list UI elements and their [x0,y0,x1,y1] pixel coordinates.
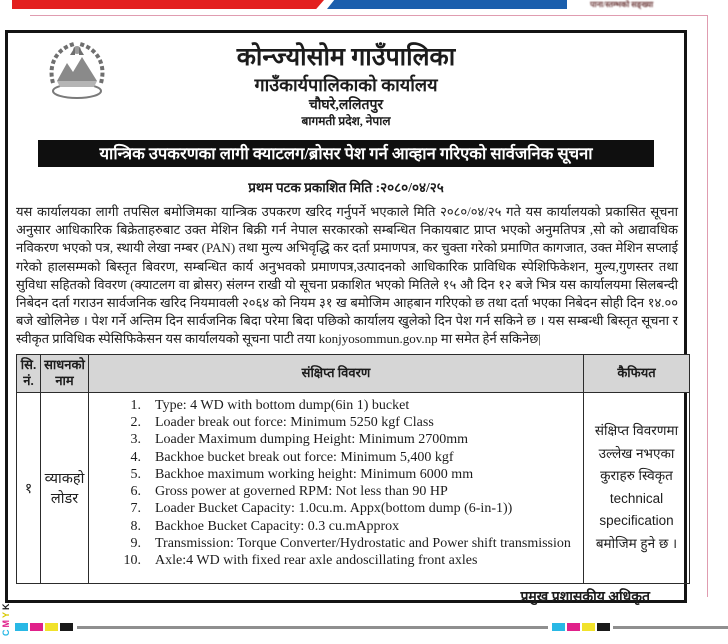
spec-item [111,500,579,517]
cmyk-letter-k: K [1,601,11,610]
col-header-description: संक्षिप्त विवरण [89,354,584,392]
province-line: बागमती प्रदेश, नेपाल [301,114,391,128]
nepal-emblem-icon [44,39,110,108]
municipality-name: कोन्ज्योसोम गाउँपालिका [236,44,456,71]
spec-item [111,466,579,483]
table-row [17,392,690,583]
spec-item-text: Transmission: Torque Converter/Hydrostatic and Power shift transmission [155,536,571,551]
col-header-remarks: कैफियत [584,354,690,392]
spec-item [111,397,579,414]
spec-item [111,483,579,500]
cmyk-vertical-label [1,586,11,636]
remarks-text: संक्षिप्त विवरणमा उल्लेख नभएका कुराहरु स्विकृत technical specification बमोजिम हुने छ । [584,392,690,583]
spec-item-number: 2. [130,414,141,430]
reg-square-magenta [30,623,43,631]
spec-item-text: Axle:4 WD with fixed rear axle andoscillating front axles [155,553,478,569]
spec-item-number: 8. [130,518,141,534]
spec-item [111,431,579,448]
specification-table [16,354,690,584]
spec-item-text: Loader break out force: Minimum 5250 kgf Class [155,414,434,430]
row-serial-number: १ [17,392,41,583]
spec-item-number: 1. [130,397,141,413]
spec-item-number: 5. [130,466,141,482]
top-right-margin-note: पाना/स्तम्भको सङ्ख्या [590,0,654,9]
cmyk-letter-c: C [1,627,11,636]
table-header-row [17,354,690,392]
notice-body-paragraph: यस कार्यालयका लागी तपसिल बमोजिमका यान्त्रिक उपकरण खरिद गर्नुपर्ने भएकाले मिति २०८०/०४/२५ गते यस कार्यालयको प्रकासित सूचना अनुसार आधिकारिक बिक्रेताहरुबाट उक्त मेशिन बिक्री गर्न नेपाल सरकारको सम्बन्धित निकायबाट प्राप्त भएको अनुमतिपत्र ,सो को अद्यावधिक नविकरण भएको पत्र, स्थायी लेखा नम्बर (PAN) तथा मुल्य अभिवृद्धि कर दर्ता प्रमाणपत्र, कर चुक्ता गरेको प्रमाणित कागजात, उक्त मेशिन सप्लाई गरेको हालसम्मको बिस्तृत बिवरण, सम्बन्धित कार्य अनुभवको प्रमाणपत्र,उत्पादनको आधिकारिक प्राविधिक स्पेशिफिकेशन, मुल्य,गुणस्तर तथा सुविधा सहितको विवरण (क्याटलग वा ब्रोसर) संलग्न राखी यो सूचना प्रकाशित भएको मितिले १५ औ दिन १२ बजे भित्र यस कार्यालयमा सिलबन्दी निबेदन दर्ता गराउन सार्वजनिक खरिद नियमावली २०६४ को नियम ३१ ख बमोजिम आहबान गरिएको छ तथा दर्ता भएका निबेदन सोही दिन १४.०० बजे खोलिनेछ । पेश गर्ने अन्तिम दिन सार्वजनिक बिदा परेमा बिदा पछिको कार्यालय खुलेको दिन पेश गर्न सकिने छ । यस सम्बन्धी बिस्तृत सूचना र स्वीकृत प्राविधिक स्पेसिफिकेसन यस कार्यालयको सूचना पाटी तया konjyosommun.gov.np मा समेत हेर्न सकिनेछ| [16,204,678,347]
spec-item [111,414,579,431]
reg-square-cyan [552,623,565,631]
reg-line-left [77,626,548,629]
print-bar-red [12,0,324,9]
print-bar-blue [327,0,567,9]
reg-square-black [597,623,610,631]
office-name: गाउँकार्यपालिकाको कार्यालय [254,75,438,95]
spec-item-text: Backhoe Bucket Capacity: 0.3 cu.mApprox [155,518,400,534]
crop-line-horizontal [30,15,708,16]
cmyk-letter-m: M [1,618,11,628]
col-header-sn: सि. नं. [17,354,41,392]
reg-square-magenta [567,623,580,631]
signature-title: प्रमुख प्रशासकीय अधिकृत [520,589,650,605]
spec-item-number: 9. [130,536,141,551]
published-date-line: प्रथम पटक प्रकाशित मिति :२०८०/०४/२५ [248,180,444,195]
spec-item-text: Type: 4 WD with bottom dump(6in 1) bucket [155,397,410,413]
notice-box [5,30,687,603]
spec-item [111,518,579,535]
spec-item [111,535,579,552]
reg-square-yellow [45,623,58,631]
spec-item-text: Backhoe maximum working height: Minimum 6000 mm [155,466,474,482]
office-location: चौघरे,ललितपुर [308,98,384,113]
spec-item-number: 7. [130,501,141,517]
reg-square-cyan [15,623,28,631]
spec-item-text: Loader Bucket Capacity: 1.0cu.m. Appx(bottom dump (6-in-1)) [155,501,513,517]
spec-item-text: Backhoe bucket break out force: Minimum 5,400 kgf [155,449,454,465]
spec-item-text: Loader Maximum dumping Height: Minimum 2700mm [155,432,469,448]
reg-square-black [60,623,73,631]
reg-line-right [613,626,728,629]
spec-item-number: 6. [130,484,141,500]
col-header-name: साधनको नाम [41,354,89,392]
crop-line-vertical [707,15,708,597]
cmyk-letter-y: Y [1,609,11,618]
spec-list [89,392,584,583]
reg-square-yellow [582,623,595,631]
spec-item [111,449,579,466]
spec-item-number: 10. [123,553,141,569]
notice-title-banner: यान्त्रिक उपकरणका लागी क्याटलग/ब्रोसर पेश गर्न आव्हान गरिएको सार्वजनिक सूचना [38,140,654,167]
equipment-name: व्याकहो लोडर [41,392,89,583]
spec-item-text: Gross power at governed RPM: Not less than 90 HP [155,484,448,500]
spec-item-number: 3. [130,432,141,448]
spec-item [111,552,579,569]
spec-item-number: 4. [130,449,141,465]
